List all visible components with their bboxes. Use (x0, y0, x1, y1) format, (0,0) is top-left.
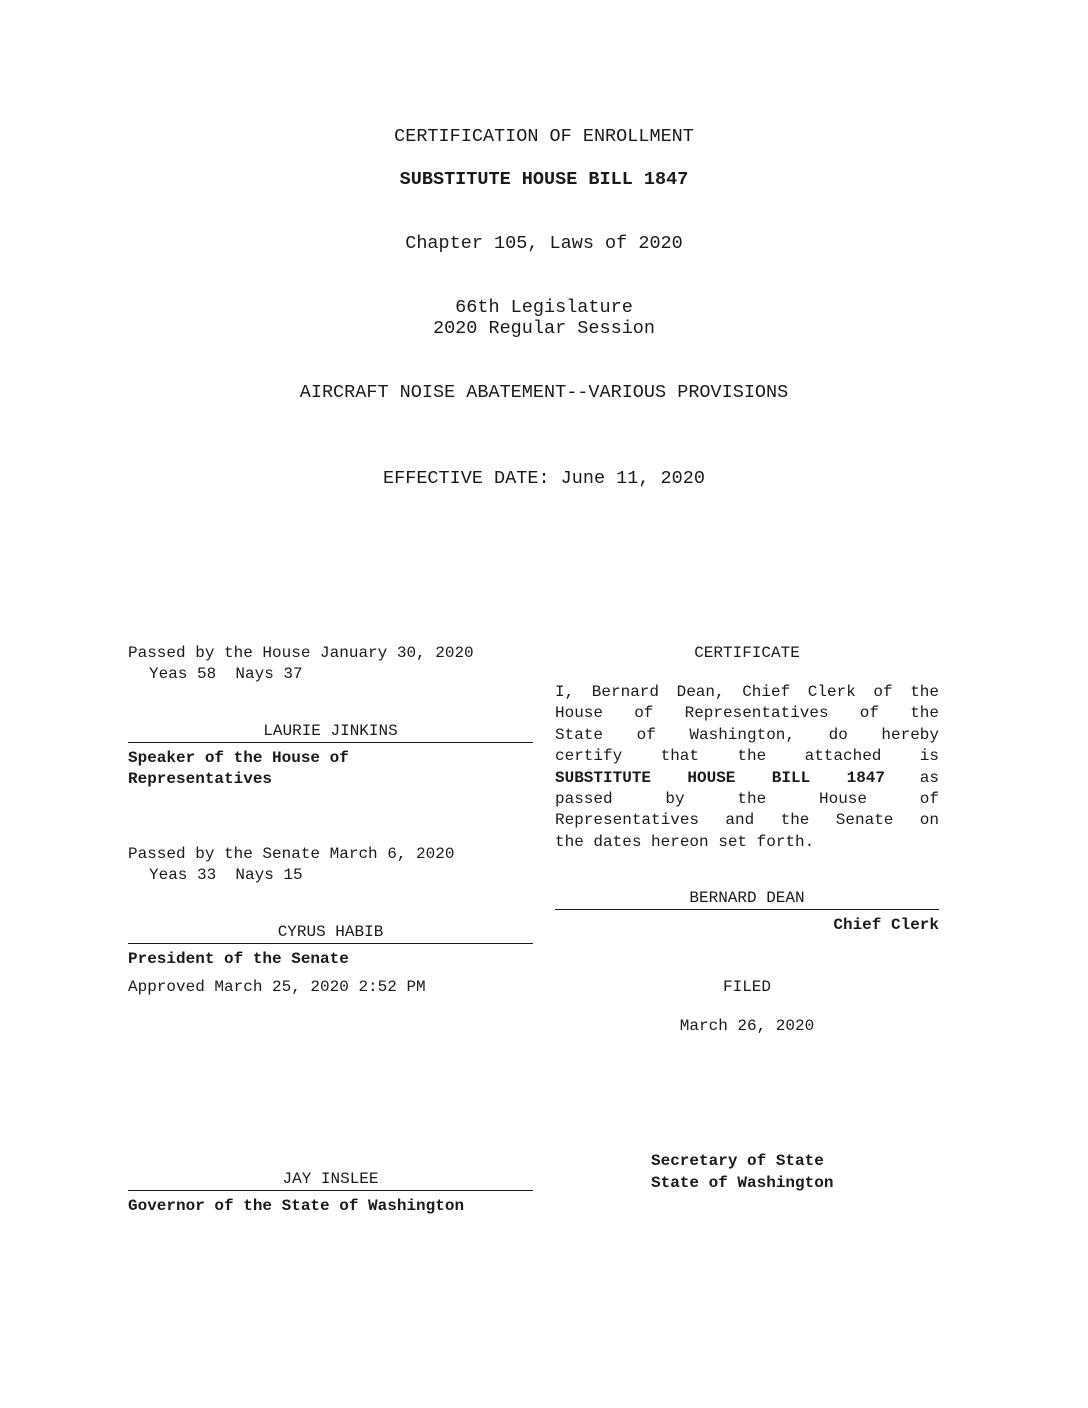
filed-heading: FILED (722, 978, 771, 996)
house-votes: Yeas 58 Nays 37 (149, 665, 303, 683)
certificate-line: House of Representatives of the (555, 704, 939, 723)
president-title: President of the Senate (128, 950, 349, 968)
speaker-title-line-1: Speaker of the House of (128, 749, 349, 767)
house-passed-line: Passed by the House January 30, 2020 (128, 644, 474, 662)
certificate-line: Representatives and the Senate on (555, 811, 939, 830)
secretary-title-line-2: State of Washington (651, 1174, 834, 1192)
filed-date: March 26, 2020 (679, 1017, 815, 1035)
speaker-signature-line (128, 742, 533, 743)
clerk-name: BERNARD DEAN (689, 889, 805, 907)
session-line: 2020 Regular Session (432, 318, 656, 339)
speaker-name: LAURIE JINKINS (263, 722, 398, 740)
certification-heading: CERTIFICATION OF ENROLLMENT (394, 126, 694, 147)
certificate-heading: CERTIFICATE (694, 644, 800, 662)
governor-title: Governor of the State of Washington (128, 1197, 465, 1215)
governor-signature-line (128, 1190, 533, 1191)
certificate-body (555, 682, 939, 853)
certificate-line: certify that the attached is (555, 747, 939, 766)
senate-votes: Yeas 33 Nays 15 (149, 866, 303, 884)
senate-passed-line: Passed by the Senate March 6, 2020 (128, 845, 455, 863)
certificate-as: as (919, 768, 939, 787)
subject-line: AIRCRAFT NOISE ABATEMENT--VARIOUS PROVISIONS (299, 382, 789, 403)
secretary-title-line-1: Secretary of State (651, 1152, 824, 1170)
certificate-bill-name: SUBSTITUTE HOUSE BILL 1847 (555, 768, 885, 787)
president-name: CYRUS HABIB (277, 923, 384, 941)
chapter-line: Chapter 105, Laws of 2020 (405, 233, 683, 254)
certificate-line: State of Washington, do hereby (555, 725, 939, 744)
legislature-line: 66th Legislature (455, 297, 633, 318)
clerk-signature-line (555, 909, 939, 910)
certificate-bill-line (555, 768, 939, 789)
certificate-line: passed by the House of (555, 790, 939, 809)
certificate-line: I, Bernard Dean, Chief Clerk of the (555, 683, 939, 701)
speaker-title-line-2: Representatives (128, 770, 273, 788)
clerk-title: Chief Clerk (833, 916, 939, 934)
effective-date: EFFECTIVE DATE: June 11, 2020 (383, 468, 705, 489)
certificate-last-line: the dates hereon set forth. (555, 832, 815, 851)
governor-name: JAY INSLEE (282, 1170, 379, 1188)
bill-title: SUBSTITUTE HOUSE BILL 1847 (399, 169, 689, 190)
president-signature-line (128, 943, 533, 944)
approved-line: Approved March 25, 2020 2:52 PM (128, 978, 426, 996)
